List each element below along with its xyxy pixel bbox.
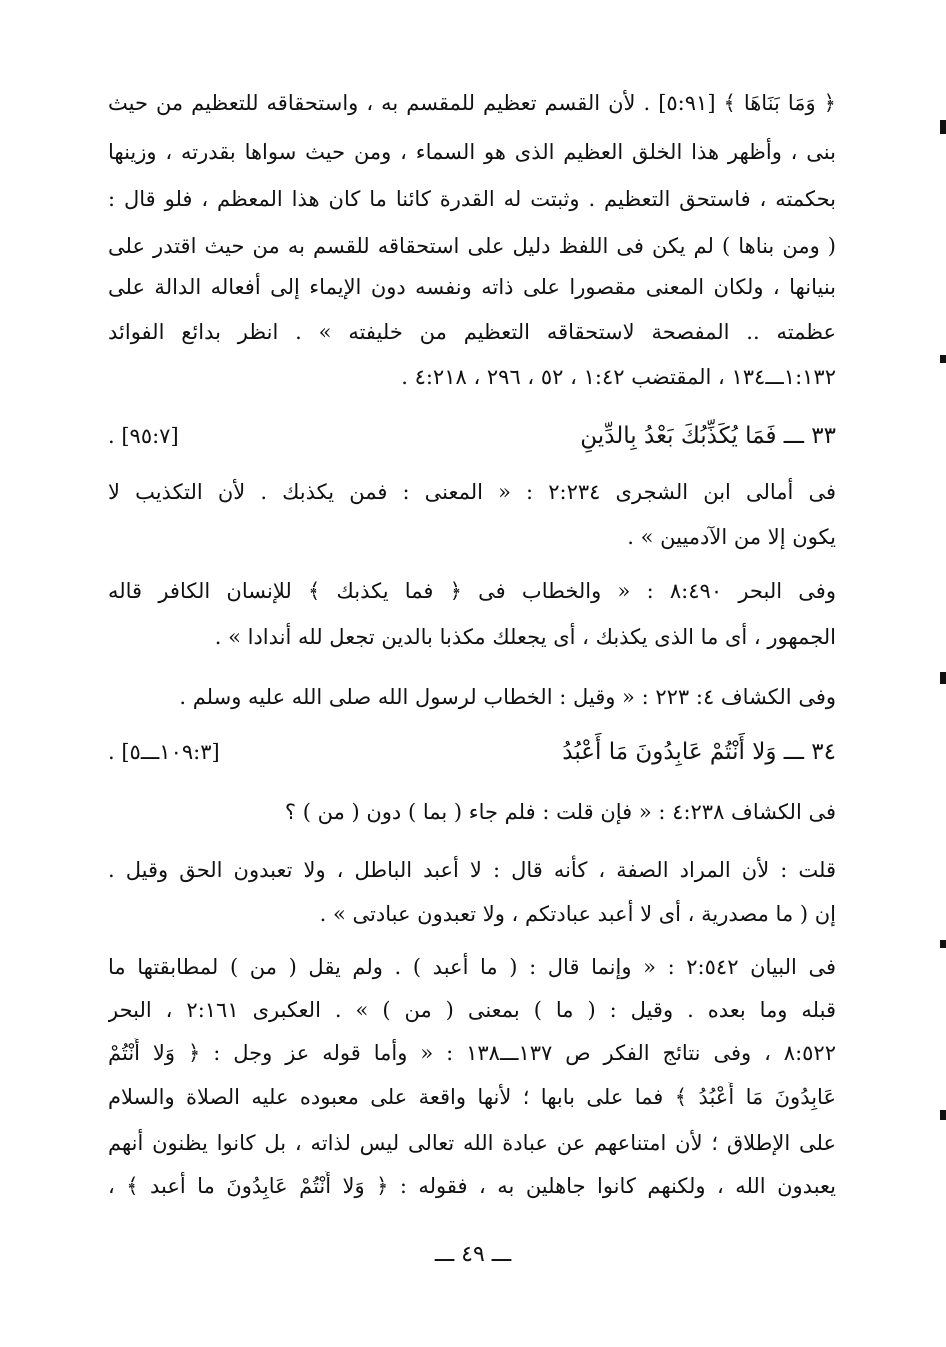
scan-edge-mark	[940, 672, 946, 684]
text-line: ( ومن بناها ) لم يكن فى اللفظ دليل على استحقاقه للقسم به من حيث اقتدر على	[108, 234, 836, 258]
text-line: بنى ، وأظهر هذا الخلق العظيم الذى هو السماء ، ومن حيث سواها بقدرته ، وزينها	[108, 140, 836, 164]
scan-edge-mark	[940, 120, 946, 134]
text-line: يعبدون الله ، ولكنهم كانوا جاهلين به ، فقوله : ﴿ وَلا أَنْتُمْ عَابِدُونَ ما أعبد ﴾ ،	[108, 1174, 836, 1198]
text-line: عظمته .. المفصحة لاستحقاقه التعظيم من خليفته » . انظر بدائع الفوائد	[108, 320, 836, 344]
text-line: ١:١٣٢ـــ١٣٤ ، المقتضب ١:٤٢ ، ٥٢ ، ٢٩٦ ، ٤:٢١٨ .	[401, 365, 836, 389]
scan-edge-mark	[940, 940, 946, 948]
text-line: بحكمته ، فاستحق التعظيم . وثبتت له القدرة كائنا ما كان هذا المعظم ، فلو قال :	[108, 187, 836, 211]
page-number: ـــ ٤٩ ـــ	[434, 1242, 512, 1267]
text-line: يكون إلا من الآدميين » .	[627, 525, 836, 549]
verse-entry-34	[108, 733, 836, 771]
text-line: إن ( ما مصدرية ، أى لا أعبد عبادتكم ، ولا تعبدون عبادتى » .	[319, 902, 836, 926]
text-line: عَابِدُونَ مَا أَعْبُدُ ﴾ فما على بابها ؛ لأنها واقعة على معبوده عليه الصلاة والسلام	[108, 1085, 836, 1109]
text-line: فى البيان ٢:٥٤٢ : « وإنما قال : ( ما أعبد ) . ولم يقل ( من ) لمطابقتها ما	[108, 955, 836, 979]
scan-edge-mark	[940, 1110, 946, 1120]
text-line: قلت : لأن المراد الصفة ، كأنه قال : لا أعبد الباطل ، ولا تعبدون الحق وقيل .	[108, 858, 836, 882]
verse-reference: [٩٥:٧] .	[108, 424, 179, 448]
text-line: ﴿ وَمَا بَنَاهَا ﴾ [٥:٩١] . لأن القسم تعظيم للمقسم به ، واستحقاقه للتعظيم من حيث	[108, 91, 836, 115]
scan-edge-mark	[940, 355, 946, 363]
text-line: وفى البحر ٨:٤٩٠ : « والخطاب فى ﴿ فما يكذبك ﴾ للإنسان الكافر قاله	[108, 579, 836, 603]
text-line: على الإطلاق ؛ لأن امتناعهم عن عبادة الله تعالى ليس لذاته ، بل كانوا يظنون أنهم	[108, 1131, 836, 1155]
text-line: الجمهور ، أى ما الذى يكذبك ، أى يجعلك مكذبا بالدين تجعل لله أندادا » .	[214, 625, 836, 649]
verse-text: ٣٣ ـــ فَمَا يُكَذِّبُكَ بَعْدُ بِالدِّينِ	[580, 423, 836, 449]
verse-entry-33	[108, 417, 836, 455]
verse-reference: [١٠٩:٣ـــ٥] .	[108, 740, 220, 764]
text-line: فى الكشاف ٤:٢٣٨ : « فإن قلت : فلم جاء ( بما ) دون ( من ) ؟	[284, 800, 836, 824]
verse-text: ٣٤ ـــ وَلا أَنْتُمْ عَابِدُونَ مَا أَعْبُدُ	[562, 739, 836, 765]
text-line: فى أمالى ابن الشجرى ٢:٢٣٤ : « المعنى : فمن يكذبك . لأن التكذيب لا	[108, 480, 836, 504]
text-line: ٨:٥٢٢ ، وفى نتائج الفكر ص ١٣٧ـــ١٣٨ : « وأما قوله عز وجل : ﴿ وَلا أَنْتُمْ	[108, 1041, 836, 1065]
text-line: وفى الكشاف ٤: ٢٢٣ : « وقيل : الخطاب لرسول الله صلى الله عليه وسلم .	[179, 685, 836, 709]
text-line: بنيانها ، ولكان المعنى مقصورا على ذاته ونفسه دون الإيماء إلى أفعاله الدالة على	[108, 275, 836, 299]
text-line: قبله وما بعده . وقيل : ( ما ) بمعنى ( من ) » . العكبرى ٢:١٦١ ، البحر	[108, 998, 836, 1022]
